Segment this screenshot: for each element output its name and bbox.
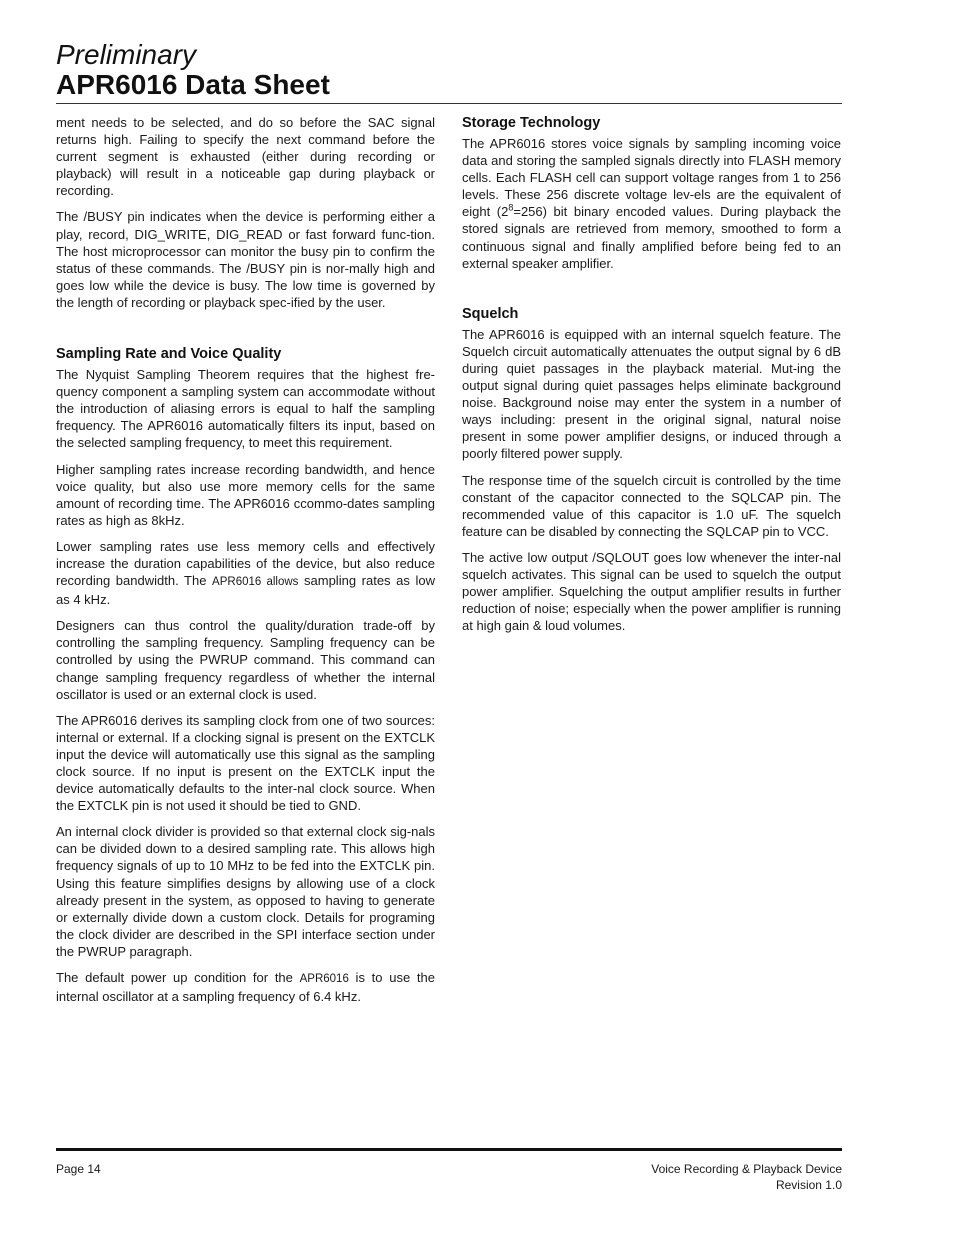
paragraph: The default power up condition for the APR6016 is to use the internal oscillator at a sampling frequency of 6.4 kHz. [56, 970, 435, 1005]
right-column [462, 114, 841, 643]
paragraph: The APR6016 derives its sampling clock from one of two sources: internal or external. If a clocking signal is present on the EXTCLK input the device will automatically use this signal as the sampling clock source. If no input is present on the EXTCLK input the device automatically defaults to the inter-nal clock source. When the EXTCLK pin is not used it should be tied to GND. [56, 712, 435, 814]
page-header [56, 40, 842, 100]
paragraph: Designers can thus control the quality/duration trade-off by controlling the sampling frequency. Sampling frequency can be controlled by using the PWRUP command. This command can change sampling frequency regardless of whether the internal oscillator is used or an external clock is used. [56, 618, 435, 702]
paragraph: The Nyquist Sampling Theorem requires that the highest fre-quency component a sampling system can accommodate without the introduction of aliasing errors is equal to half the sampling frequency. The APR6016 automatically filters its input, based on the selected sampling frequency, to meet this requirement. [56, 367, 435, 451]
preliminary-label: Preliminary [56, 39, 197, 70]
section-heading-squelch: Squelch [462, 305, 519, 322]
paragraph: An internal clock divider is provided so that external clock sig-nals can be divided down to a desired sampling rate. This allows high frequency signals of up to 10 MHz to be fed into the EXTCLK pin. Using this feature simplifies designs by allowing use of a clock already present in the system, as opposed to having to generate or externally divide down a custom clock. Details for programing the clock divider are described in the SPI interface section under the PWRUP paragraph. [56, 824, 435, 959]
footer-rule [56, 1148, 842, 1151]
section-heading-sampling: Sampling Rate and Voice Quality [56, 346, 282, 363]
document-title: APR6016 Data Sheet [56, 69, 330, 100]
paragraph: The active low output /SQLOUT goes low whenever the inter-nal squelch activates. This signal can be used to squelch the output power amplifier. Squelching the output amplifier results in further reduction of noise; especially when the power amplifier is running at high gain & loud volumes. [462, 549, 841, 634]
section-heading-storage: Storage Technology [462, 115, 601, 131]
page-number: Page 14 [56, 1162, 101, 1176]
footer-info [651, 1161, 842, 1193]
paragraph: The response time of the squelch circuit is controlled by the time constant of the capacitor connected to the SQLCAP pin. The recommended value of this capacitor is 1.0 uF. The squelch feature can be disabled by connecting the SQLCAP pin to VCC. [462, 472, 841, 539]
paragraph: The /BUSY pin indicates when the device is performing either a play, record, DIG_WRITE, DIG_READ or fast forward func-tion. The host microprocessor can monitor the busy pin to confirm the status of these commands. The /BUSY pin is nor-mally high and goes low while the device is busy. The low time is governed by the length of recording or playback spec-ified by the user. [56, 209, 435, 310]
product-name: Voice Recording & Playback Device [651, 1162, 842, 1176]
paragraph: The APR6016 is equipped with an internal squelch feature. The Squelch circuit automatically attenuates the output signal by 6 dB during quiet passages in the playback material. Mut-ing the output signal during quiet passages helps eliminate background noise. Background noise may enter the system in a number of ways including: present in the original signal, natural noise present in some power amplifier designs, or induced through a poorly filtered power supply. [462, 326, 841, 462]
revision-label: Revision 1.0 [775, 1178, 842, 1192]
paragraph: ment needs to be selected, and do so before the SAC signal returns high. Failing to specify the next command before the current segment is exhausted (either during recording or playback) will result in a noticeable gap during playback or recording. [56, 115, 435, 199]
paragraph: Lower sampling rates use less memory cells and effectively increase the duration capabilities of the device, but also reduce recording bandwidth. The APR6016 allows sampling rates as low as 4 kHz. [56, 538, 435, 608]
paragraph: Higher sampling rates increase recording bandwidth, and hence voice quality, but also use more memory cells for the same amount of recording time. The APR6016 ccommo-dates sampling rates as high as 8kHz. [56, 461, 435, 528]
paragraph: The APR6016 stores voice signals by sampling incoming voice data and storing the sampled signals directly into FLASH memory cells. Each FLASH cell can support voltage ranges from 1 to 256 levels. These 256 discrete voltage lev-els are the equivalent of eight $(2^8=256)$ bit binary encoded values. During playback the stored signals are retrieved from memory, smoothed to form a continuous signal and finally amplified before being fed to an external speaker amplifier. [462, 136, 841, 271]
header-rule [56, 103, 842, 104]
left-column [56, 114, 435, 1014]
